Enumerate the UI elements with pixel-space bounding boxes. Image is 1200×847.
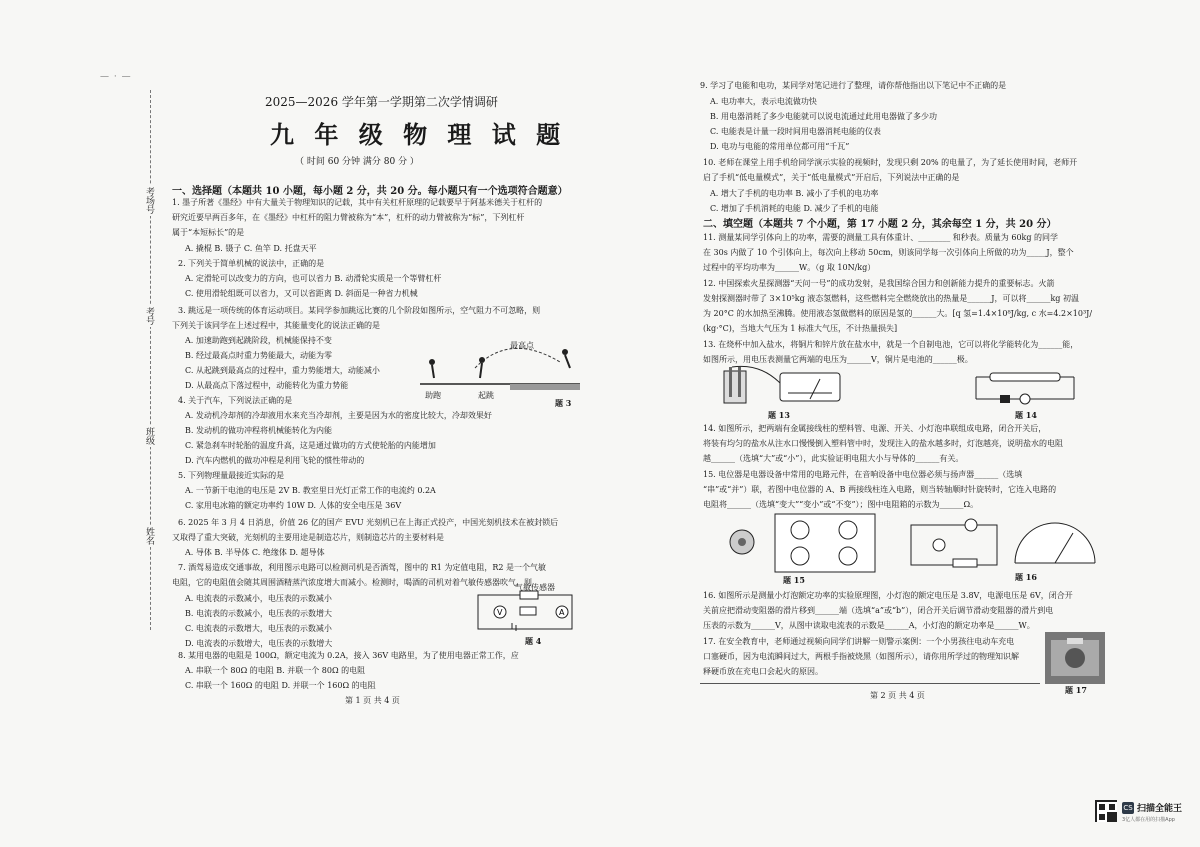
option-line: A. 电流表的示数减小，电压表的示数减小 [185,594,332,603]
question-line: 过程中的平均功率为______W。（g 取 10N/kg） [703,263,876,272]
right-page [600,0,1200,847]
question-line: 压表的示数为______V，从图中读取电流表的示数是______A，小灯泡的额定功率是______W。 [703,621,1035,630]
option-line: B. 用电器消耗了多少电能就可以说电流通过此用电器做了多少功 [710,112,937,121]
fig3-label-takeoff: 起跳 [478,391,494,400]
question-line: 将装有均匀的盐水从注水口慢慢倒入塑料管中时，发现注入的盐水越多时，灯泡越亮，说明盐水的电阻 [703,439,1063,448]
question-line: 口塞硬币，因为电流瞬间过大，两根手指被烧黑（如图所示），请你用所学过的物理知识解 [703,652,1019,661]
fig3-label-peak: 最高点 [510,341,534,350]
option-line: A. 串联一个 80Ω 的电阻 B. 并联一个 80Ω 的电阻 [185,666,366,675]
question-line: 发射探测器时带了 3×10⁵kg 液态氢燃料，这些燃料完全燃烧放出的热量是______J，可以将______kg 初温 [703,294,1079,303]
margin-label-exam-room: 考场号 [144,187,154,214]
option-line: A. 电功率大，表示电流做功快 [710,97,817,106]
option-line: A. 定滑轮可以改变力的方向，也可以省力 B. 动滑轮实质是一个等臂杠杆 [185,274,442,283]
option-line: A. 加速助跑到起跳阶段，机械能保持不变 [185,336,332,345]
fig15-caption: 题 15 [783,575,805,585]
option-line: D. 电功与电能的常用单位都可用“千瓦” [710,142,850,151]
margin-label-name: 姓名 [144,527,154,545]
question-line: 电阻，它的电阻值会随其周围酒精蒸汽浓度增大而减小。检测时，喝酒的司机对着气敏传感器吹气，则 [172,578,532,587]
question-line: 4. 关于汽车，下列说法正确的是 [178,396,293,405]
figure-14-salt-tube [970,365,1080,407]
question-line: 如图所示，用电压表测量它两端的电压为______V，铜片是电池的______极。 [703,355,973,364]
exam-header: 2025—2026 学年第一学期第二次学情调研 [265,95,498,109]
option-line: A. 发动机冷却剂的冷却液用水来充当冷却剂，主要是因为水的密度比较大，冷却效果好 [185,411,492,420]
question-line: 为 20°C 的水加热至沸腾。使用液态氢做燃料的原因是氢的______大。[q 氢=1.4×10⁸J/kg, c 水=4.2×10³J/ [703,309,1093,318]
fig14-caption: 题 14 [1015,410,1037,420]
option-line: B. 发动机的做功冲程将机械能转化为内能 [185,426,332,435]
question-line: 15. 电位器是电器设备中常用的电路元件，在音响设备中电位器必须与扬声器______（选填 [703,470,1023,479]
question-line: 9. 学习了电能和电功，某同学对笔记进行了整理，请你帮他指出以下笔记中不正确的是 [700,81,1007,90]
question-line: 越______（选填“大”或“小”），此实验证明电阻大小与导体的______有关。 [703,454,964,463]
figure-3-long-jump [420,332,580,404]
question-line: 10. 老师在课堂上用手机给同学演示实验的视频时，发现只剩 20% 的电量了，为了延长使用时间，老师开 [703,158,1078,167]
fig4-caption: 题 4 [525,636,542,646]
fig13-caption: 题 13 [768,410,790,420]
option-line: C. 紧急刹车时轮胎的温度升高，这是通过做功的方式使轮胎的内能增加 [185,441,436,450]
svg-text:V: V [497,608,503,617]
option-line: A. 撬棍 B. 镊子 C. 鱼竿 D. 托盘天平 [185,244,317,253]
figure-13-voltaic-cell [720,365,850,407]
question-line: 16. 如图所示是测量小灯泡额定功率的实验原理图，小灯泡的额定电压是 3.8V，电源电压是 6V，闭合开 [703,591,1073,600]
fig3-caption: 题 3 [555,398,572,408]
qr-code-icon [1095,800,1117,822]
fig16-caption: 题 16 [1015,572,1037,582]
option-line: A. 增大了手机的电功率 B. 减小了手机的电功率 [710,189,879,198]
question-line: 5. 下列物理量最接近实际的是 [178,471,285,480]
svg-text:A: A [559,608,565,617]
question-line: 在 30s 内做了 10 个引体向上，每次向上移动 50cm，则该同学每一次引体向上所做的功为_____J，整个 [703,248,1074,257]
question-line: 2. 下列关于简单机械的说法中，正确的是 [178,259,325,268]
option-line: C. 使用滑轮组既可以省力，又可以省距离 D. 斜面是一种省力机械 [185,289,418,298]
option-line: C. 家用电冰箱的额定功率约 10W D. 人体的安全电压是 36V [185,501,402,510]
figure-17-photo [1045,632,1105,684]
option-line: C. 从起跳到最高点的过程中，重力势能增大，动能减小 [185,366,380,375]
fig3-label-runup: 助跑 [425,391,441,400]
option-line: C. 串联一个 160Ω 的电阻 D. 并联一个 160Ω 的电阻 [185,681,376,690]
binding-line [150,90,151,630]
question-line: 13. 在烧杯中加入盐水，将铜片和锌片放在盐水中，就是一个自制电池，它可以将化学能转化为______能， [703,340,1079,349]
figure-15-potentiometer [720,512,880,574]
camscanner-name: 扫描全能王 [1137,804,1183,814]
option-line: B. 经过最高点时重力势能最大，动能为零 [185,351,332,360]
option-line: C. 电流表的示数增大，电压表的示数减小 [185,624,332,633]
option-line: A. 一节新干电池的电压是 2V B. 教室里日光灯正常工作的电流约 0.2A [185,486,436,495]
question-line: 14. 如图所示，把两端有金属接线柱的塑料管、电源、开关、小灯泡串联组成电路，闭合开关后， [703,424,1047,433]
option-line: D. 电流表的示数增大，电压表的示数增大 [185,639,333,648]
section1-title: 一、选择题（本题共 10 小题，每小题 2 分，共 20 分。每小题只有一个选项符合题意） [172,186,568,197]
question-line: 1. 墨子所著《墨经》中有大量关于物理知识的记载，其中有关杠杆原理的记载要早于阿基米德关于杠杆的 [172,198,543,207]
option-line: D. 从最高点下落过程中，动能转化为重力势能 [185,381,349,390]
question-line: 3. 跳远是一项传统的体育运动项目。某同学参加跳远比赛的几个阶段如图所示，空气阻力不可忽略，则 [178,306,541,315]
question-line: 6. 2025 年 3 月 4 日消息，价值 26 亿的国产 EVU 光刻机已在上海正式投产，中国光刻机技术在被封锁后 [178,518,559,527]
question-line: “串”或“并”）联，若图中电位器的 A、B 两接线柱连入电路，则当转轴顺时针旋转时，它连入电路的 [703,485,1057,494]
question-line: 研究近要早两百多年，在《墨经》中杠杆的阻力臂被称为“本”，杠杆的动力臂被称为“标”，下列杠杆 [172,213,525,222]
corner-mark: — · — [100,72,132,82]
section2-title: 二、填空题（本题共 7 个小题，第 17 小题 2 分，其余每空 1 分，共 20 分） [703,219,1057,230]
question-line: 属于“本短标长”的是 [172,228,245,237]
question-line: 下列关于该同学在上述过程中，其能量变化的说法正确的是 [172,321,380,330]
fig17-caption: 题 17 [1065,685,1087,695]
page-2-footer: 第 2 页 共 4 页 [870,691,925,700]
question-line: 又取得了重大突破，光刻机的主要用途是制造芯片，则制造芯片的主要材料是 [172,533,444,542]
margin-label-class: 班级 [144,427,154,445]
option-line: A. 导体 B. 半导体 C. 绝缘体 D. 超导体 [185,548,325,557]
time-note: （ 时间 60 分钟 满分 80 分 ） [295,157,419,167]
option-line: D. 汽车内燃机的做功冲程是利用飞轮的惯性带动的 [185,456,365,465]
answer-line [700,683,1040,684]
option-line: C. 电能表是计量一段时间用电器消耗电能的仪表 [710,127,881,136]
question-line: 电阻将______（选填“变大”“变小”或“不变”）；图中电阻箱的示数为______Ω。 [703,500,979,509]
question-line: 释硬币放在充电口会起火的原因。 [703,667,823,676]
question-line: 12. 中国探索火星探测器“天问一号”的成功发射，是我国综合国力和创新能力提升的重要标志。火箭 [703,279,1055,288]
question-line: (kg·°C)，当地大气压为 1 标准大气压，不计热量损失] [703,324,898,333]
question-line: 7. 酒驾易造成交通事故，利用图示电路可以检测司机是否酒驾，图中的 R1 为定值电阻，R2 是一个气敏 [178,563,547,572]
fig4-sensor-label: 气敏传感器 [515,583,555,592]
figure-16-lamp-circuit [905,515,1105,571]
question-line: 8. 某用电器的电阻是 100Ω，额定电流为 0.2A，接入 36V 电路里，为了使用电器正常工作，应 [178,651,519,660]
question-line: 启了手机“低电量模式”，关于“低电量模式”开启后，下列说法中正确的是 [703,173,960,182]
camscanner-tagline: 3亿人都在用的扫描App [1122,817,1175,823]
option-line: C. 增加了手机消耗的电能 D. 减少了手机的电能 [710,204,879,213]
option-line: B. 电流表的示数减小，电压表的示数增大 [185,609,332,618]
exam-title: 九 年 级 物 理 试 题 [270,120,567,149]
camscanner-logo: CS [1123,804,1133,812]
question-line: 关前应把滑动变阻器的滑片移到______端（选填“a”或“b”），闭合开关后调节滑动变阻器的滑片到电 [703,606,1054,615]
question-line: 11. 测量某同学引体向上的功率，需要的测量工具有体重计、________ 和秒表。质量为 60kg 的同学 [703,233,1059,242]
margin-label-exam-number: 考号 [144,307,154,325]
page-1-footer: 第 1 页 共 4 页 [345,696,400,705]
question-line: 17. 在安全教育中，老师通过视频向同学们讲解一则警示案例：一个小男孩往电动车充电 [703,637,1015,646]
